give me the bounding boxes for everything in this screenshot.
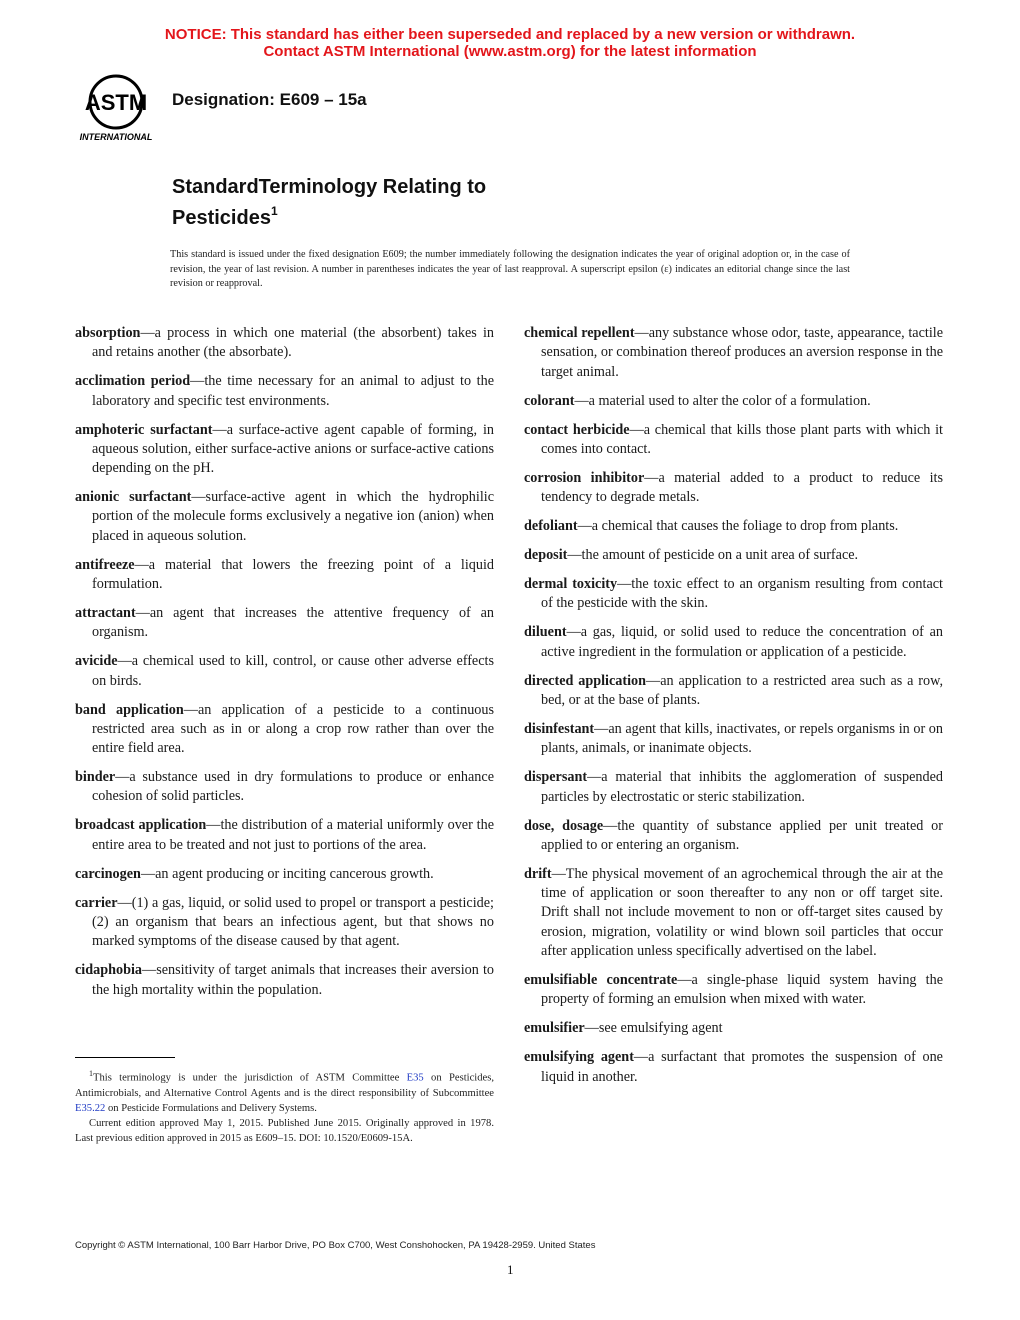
copyright: Copyright © ASTM International, 100 Barr Harbor Drive, PO Box C700, West Conshohocken, PA 19428-2959. United States (75, 1240, 596, 1251)
definition-term: antifreeze (75, 556, 135, 573)
notice-line-1: NOTICE: This standard has either been superseded and replaced by a new version or withdrawn. (164, 26, 856, 43)
footnote-text-c: on Pesticide Formulations and Delivery Systems. (105, 1102, 317, 1114)
definition-text: —an application of a pesticide to a continuous restricted area such as in or along a crop row rather than over the entire field area. (92, 701, 494, 757)
definition-term: contact herbicide (524, 421, 630, 438)
definition-term: defoliant (524, 518, 578, 535)
definition-term: cidaphobia (75, 962, 143, 979)
definition-term: chemical repellent (524, 325, 635, 341)
definition-entry (524, 546, 943, 565)
definition-text: —a chemical used to kill, control, or cause other adverse effects on birds. (92, 653, 494, 689)
footnote-divider (75, 1057, 175, 1058)
withdrawal-notice (0, 26, 1020, 60)
definition-text: —the distribution of a material uniformly over the entire area to be treated and not just to portions of the area. (92, 817, 494, 853)
definition-term: binder (75, 769, 116, 786)
title-footnote-ref[interactable]: 1 (270, 204, 278, 218)
definition-entry (524, 672, 943, 711)
definition-entry (75, 865, 494, 884)
committee-link[interactable]: E35 (406, 1072, 424, 1084)
definition-text: —a material used to alter the color of a formulation. (574, 392, 871, 409)
definition-entry (524, 392, 943, 411)
left-column (75, 324, 494, 1010)
definition-term: directed application (524, 672, 647, 689)
definition-text: —an agent producing or inciting cancerous growth. (140, 865, 434, 882)
definition-term: colorant (524, 392, 575, 409)
logo-label: INTERNATIONAL (79, 132, 153, 142)
definition-term: carrier (75, 894, 118, 911)
subcommittee-link[interactable]: E35.22 (75, 1102, 106, 1114)
definition-term: avicide (75, 653, 118, 670)
definition-entry (524, 575, 943, 614)
definition-text: —an agent that increases the attentive frequency of an organism. (92, 605, 494, 641)
definition-term: disinfestant (524, 720, 595, 737)
definition-term: deposit (524, 547, 568, 564)
definition-text: —the toxic effect to an organism resulting from contact of the pesticide with the skin. (541, 576, 944, 612)
footnote (75, 1066, 494, 1147)
definition-entry (75, 421, 494, 479)
definition-entry (524, 421, 943, 460)
footnote-text-a: This terminology is under the jurisdiction of ASTM Committee (93, 1072, 407, 1084)
definition-term: anionic surfactant (75, 489, 192, 506)
definition-text: —surface-active agent in which the hydrophilic portion of the molecule forms exclusively a negative ion (anion) when placed in aqueous solution. (92, 489, 494, 544)
definition-term: amphoteric surfactant (75, 421, 213, 438)
definition-text: —a substance used in dry formulations to produce or enhance cohesion of solid particles. (92, 769, 494, 805)
definition-entry (524, 517, 943, 536)
definition-text: —(1) a gas, liquid, or solid used to propel or transport a pesticide; (2) an organism that bears an infectious agent, but that shows no marked symptoms of the disease caused by that agent. (92, 894, 494, 950)
definition-text: —an agent that kills, inactivates, or repels organisms in or on plants, animals, or inanimate objects. (541, 720, 943, 757)
footnote-paragraph-2: Current edition approved May 1, 2015. Published June 2015. Originally approved in 1978. Last previous edition approved in 2015 as E609–15. DOI: 10.1520/E0609-15A. (75, 1118, 494, 1145)
definition-text: —The physical movement of an agrochemical through the air at the time of application or soon thereafter to any non or off target site. Drift shall not include movement to non or off-target sites caused by erosion, migration, volatility or wind blown soil particles that occur after application unless specifically advertised on the label. (541, 865, 943, 959)
footnote-paragraph-1 (75, 1066, 494, 1116)
logo-mark: ASTM (84, 90, 148, 115)
definition-term: acclimation period (75, 373, 191, 390)
definition-text: —a gas, liquid, or solid used to reduce the concentration of an active ingredient in the formulation or application of a pesticide. (541, 624, 943, 660)
definition-text: —a material that inhibits the agglomeration of suspended particles by electrostatic or steric stabilization. (541, 769, 943, 805)
definition-entry (75, 556, 494, 595)
definition-term: corrosion inhibitor (524, 469, 645, 486)
definition-term: attractant (75, 605, 136, 621)
definition-text: —see emulsifying agent (584, 1020, 723, 1037)
definition-text: —the time necessary for an animal to adjust to the laboratory and specific test environments. (92, 373, 494, 409)
definition-entry (524, 768, 943, 807)
definition-text: —a chemical that causes the foliage to drop from plants. (577, 518, 899, 535)
definition-term: absorption (75, 325, 141, 341)
definition-entry (75, 768, 494, 807)
definition-term: dermal toxicity (524, 576, 618, 593)
definition-entry (524, 971, 943, 1010)
definition-text: —an application to a restricted area such as a row, bed, or at the base of plants. (541, 672, 943, 708)
definition-text: —a surface-active agent capable of forming, in aqueous solution, either surface-active anions or surface-active cations depending on the pH. (92, 421, 494, 477)
definition-entry (75, 372, 494, 411)
document-title (172, 175, 486, 230)
definition-term: carcinogen (75, 865, 141, 882)
page-number: 1 (507, 1262, 514, 1277)
definition-text: —the quantity of substance applied per unit treated or applied to or entering an organism. (541, 817, 943, 853)
definition-entry (75, 324, 494, 363)
definition-term: emulsifier (524, 1020, 585, 1037)
definition-entry (524, 1048, 943, 1087)
definition-text: —sensitivity of target animals that increases their aversion to the high mortality within the population. (92, 962, 494, 998)
title-line-1: StandardTerminology Relating to (172, 176, 487, 198)
notice-line-2: Contact ASTM International (www.astm.org) for the latest information (263, 43, 757, 60)
definition-text: —a chemical that kills those plant parts with which it comes into contact. (541, 421, 943, 457)
title-line-2 (172, 199, 486, 230)
definition-entry (75, 961, 494, 1000)
astm-logo-icon (72, 74, 162, 144)
definition-entry (524, 623, 943, 662)
definition-entry (524, 817, 943, 856)
definition-text: —a material that lowers the freezing point of a liquid formulation. (92, 556, 494, 593)
definition-entry (524, 1019, 943, 1038)
definition-entry (75, 604, 494, 643)
definition-entry (524, 720, 943, 759)
definition-entry (75, 652, 494, 691)
definition-text: —a single-phase liquid system having the property of forming an emulsion when mixed with water. (541, 971, 943, 1008)
definition-term: diluent (524, 624, 567, 641)
definition-entry (75, 701, 494, 759)
preamble: This standard is issued under the fixed designation E609; the number immediately following the designation indicates the year of original adoption or, in the case of revision, the year of last revision. A number in parentheses indicates the year of last reapproval. A superscript epsilon (ε) indicates an editorial change since the last revision or reapproval. (170, 249, 850, 289)
definition-text: —a surfactant that promotes the suspension of one liquid in another. (541, 1049, 943, 1085)
definition-text: —any substance whose odor, taste, appearance, tactile sensation, or combination thereof produces an aversion response in the target animal. (541, 325, 943, 380)
definition-entry (75, 894, 494, 952)
definition-text: —the amount of pesticide on a unit area of surface. (567, 547, 859, 564)
designation: Designation: E609 – 15a (172, 90, 367, 109)
definition-term: drift (524, 865, 552, 882)
definition-entry (75, 488, 494, 546)
right-column (524, 324, 943, 1097)
definition-text: —a process in which one material (the absorbent) takes in and retains another (the absorbate). (92, 325, 494, 361)
definition-term: dose, dosage (524, 817, 604, 834)
astm-logo (72, 74, 162, 144)
footnote-text-b: on Pesticides, Antimicrobials, and Alternative Control Agents and is the direct responsibility of Subcommittee (75, 1072, 494, 1099)
title-line-2-text: Pesticides (172, 207, 271, 229)
definition-term: emulsifying agent (524, 1049, 634, 1066)
definition-entry (524, 469, 943, 508)
definition-term: broadcast application (75, 817, 207, 834)
footnote-marker: 1 (89, 1069, 93, 1078)
definition-text: —a material added to a product to reduce its tendency to degrade metals. (541, 469, 943, 506)
definition-entry (524, 865, 943, 961)
definition-entry (524, 324, 943, 382)
definition-term: emulsifiable concentrate (524, 971, 678, 988)
definition-term: band application (75, 701, 184, 718)
definition-term: dispersant (524, 769, 588, 786)
definition-entry (75, 816, 494, 855)
